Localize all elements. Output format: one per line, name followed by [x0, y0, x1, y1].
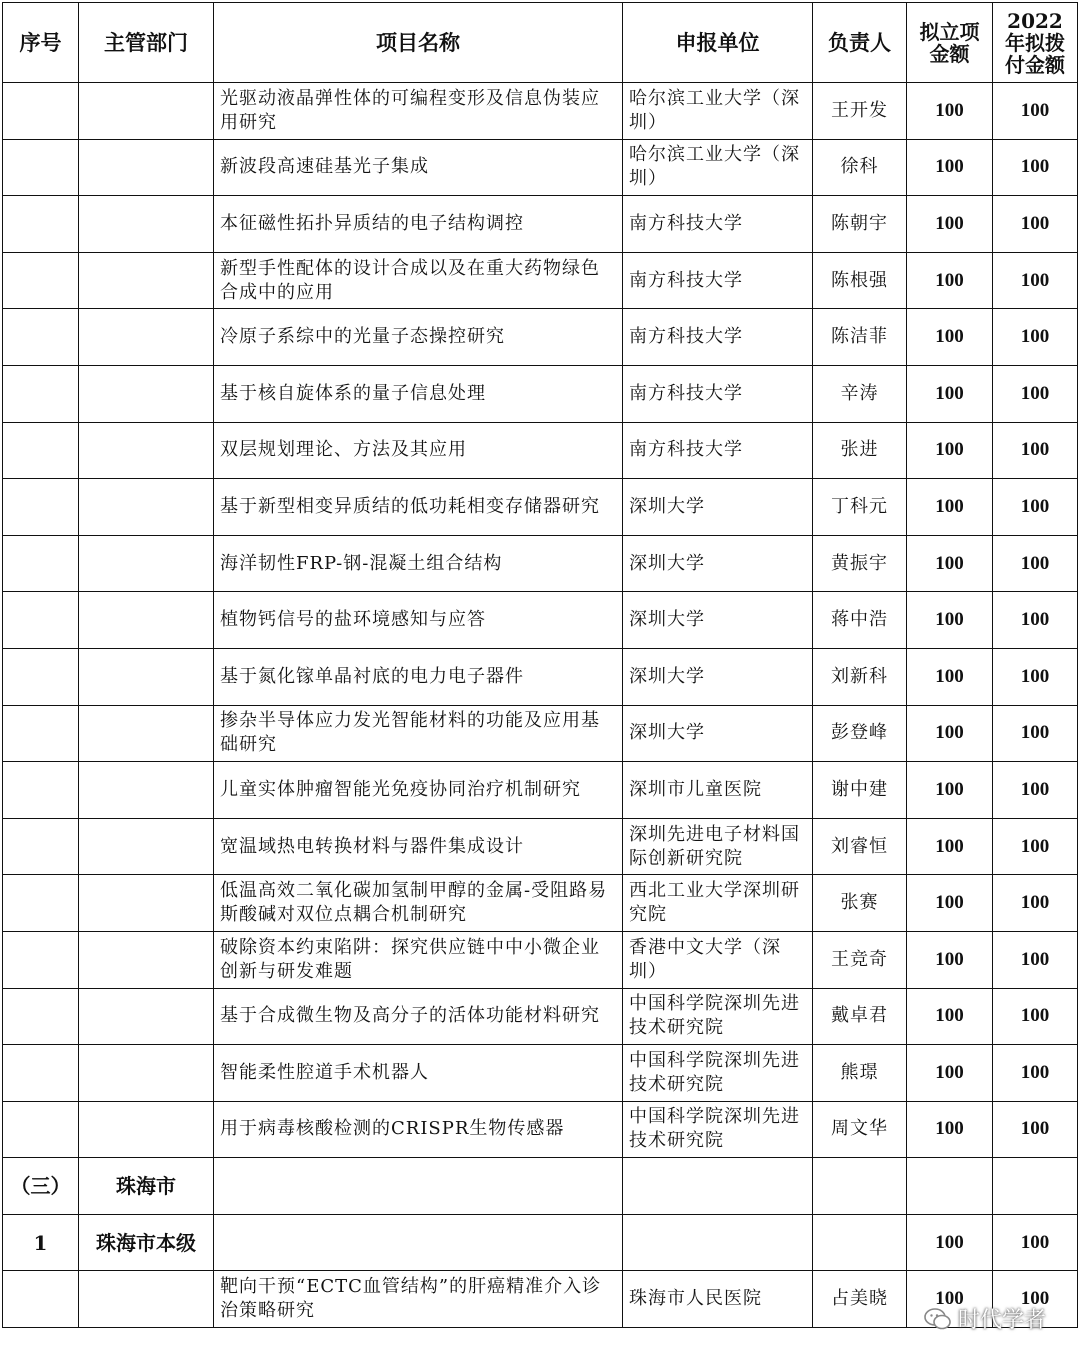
funding-table: [2, 2, 1078, 1328]
cell-dept: [79, 196, 214, 253]
cell-allocated: 100: [993, 762, 1078, 819]
cell-project: [214, 1158, 623, 1215]
table-row: [3, 988, 1078, 1045]
cell-person: [813, 1158, 907, 1215]
cell-seq: [3, 818, 79, 875]
cell-seq: [3, 365, 79, 422]
cell-dept: [79, 875, 214, 932]
cell-allocated: 100: [993, 252, 1078, 309]
cell-unit: 深圳大学: [623, 705, 813, 762]
cell-project: 植物钙信号的盐环境感知与应答: [214, 592, 623, 649]
cell-dept: [79, 479, 214, 536]
cell-person: 张进: [813, 422, 907, 479]
table-row: [3, 535, 1078, 592]
cell-person: 王开发: [813, 83, 907, 140]
cell-project: 新波段高速硅基光子集成: [214, 139, 623, 196]
cell-approved: 100: [907, 592, 993, 649]
cell-approved: 100: [907, 648, 993, 705]
cell-unit: 南方科技大学: [623, 252, 813, 309]
cell-allocated: [993, 1158, 1078, 1215]
cell-allocated: 100: [993, 422, 1078, 479]
cell-person: 戴卓君: [813, 988, 907, 1045]
section-row: [3, 1214, 1078, 1271]
cell-unit: 珠海市人民医院: [623, 1271, 813, 1328]
cell-allocated: 100: [993, 818, 1078, 875]
cell-unit: 哈尔滨工业大学（深圳）: [623, 139, 813, 196]
cell-dept: [79, 1045, 214, 1102]
table-row: [3, 422, 1078, 479]
table-row: [3, 931, 1078, 988]
table-row: [3, 762, 1078, 819]
cell-project: 宽温域热电转换材料与器件集成设计: [214, 818, 623, 875]
cell-approved: 100: [907, 931, 993, 988]
cell-project: 基于新型相变异质结的低功耗相变存储器研究: [214, 479, 623, 536]
cell-person: 丁科元: [813, 479, 907, 536]
cell-project: 低温高效二氧化碳加氢制甲醇的金属-受阻路易斯酸碱对双位点耦合机制研究: [214, 875, 623, 932]
cell-approved: 100: [907, 83, 993, 140]
cell-person: [813, 1214, 907, 1271]
table-row: [3, 365, 1078, 422]
cell-project: 儿童实体肿瘤智能光免疫协同治疗机制研究: [214, 762, 623, 819]
table-row: [3, 83, 1078, 140]
watermark: [924, 1303, 1046, 1334]
header-project: 项目名称: [214, 3, 623, 83]
cell-unit: 深圳大学: [623, 535, 813, 592]
cell-seq: [3, 705, 79, 762]
cell-seq: [3, 139, 79, 196]
cell-approved: 100: [907, 252, 993, 309]
cell-allocated: 100: [993, 875, 1078, 932]
cell-person: 黄振宇: [813, 535, 907, 592]
cell-allocated: 100: [993, 931, 1078, 988]
cell-dept: 珠海市: [79, 1158, 214, 1215]
cell-project: 靶向干预“ECTC血管结构”的肝癌精准介入诊治策略研究: [214, 1271, 623, 1328]
cell-unit: [623, 1158, 813, 1215]
cell-project: 基于合成微生物及高分子的活体功能材料研究: [214, 988, 623, 1045]
cell-seq: 1: [3, 1214, 79, 1271]
cell-approved: 100: [907, 875, 993, 932]
cell-person: 刘睿恒: [813, 818, 907, 875]
cell-dept: [79, 762, 214, 819]
cell-unit: 深圳先进电子材料国际创新研究院: [623, 818, 813, 875]
cell-seq: [3, 422, 79, 479]
cell-allocated: 100: [993, 309, 1078, 366]
table-row: [3, 648, 1078, 705]
cell-dept: [79, 365, 214, 422]
cell-project: 智能柔性腔道手术机器人: [214, 1045, 623, 1102]
cell-project: 破除资本约束陷阱：探究供应链中中小微企业创新与研发难题: [214, 931, 623, 988]
cell-seq: [3, 1271, 79, 1328]
cell-person: 陈朝宇: [813, 196, 907, 253]
cell-project: 光驱动液晶弹性体的可编程变形及信息伪装应用研究: [214, 83, 623, 140]
cell-person: 熊璟: [813, 1045, 907, 1102]
cell-approved: [907, 1158, 993, 1215]
table-row: [3, 818, 1078, 875]
cell-approved: 100: [907, 309, 993, 366]
cell-seq: [3, 1045, 79, 1102]
cell-seq: （三）: [3, 1158, 79, 1215]
cell-unit: 中国科学院深圳先进技术研究院: [623, 988, 813, 1045]
cell-dept: [79, 988, 214, 1045]
cell-person: 徐科: [813, 139, 907, 196]
cell-seq: [3, 535, 79, 592]
table-row: [3, 1045, 1078, 1102]
cell-allocated: 100: [993, 139, 1078, 196]
watermark-text: 时代学者: [957, 1308, 1046, 1333]
cell-person: 王竞奇: [813, 931, 907, 988]
cell-seq: [3, 762, 79, 819]
cell-allocated: 100: [993, 1045, 1078, 1102]
cell-dept: [79, 83, 214, 140]
cell-approved: 100: [907, 1045, 993, 1102]
cell-approved: 100: [907, 705, 993, 762]
header-person: 负责人: [813, 3, 907, 83]
table-row: [3, 139, 1078, 196]
header-unit: 申报单位: [623, 3, 813, 83]
table-row: [3, 196, 1078, 253]
cell-seq: [3, 875, 79, 932]
cell-dept: [79, 1101, 214, 1158]
section-row: [3, 1158, 1078, 1215]
cell-person: 张赛: [813, 875, 907, 932]
wechat-icon: [924, 1308, 952, 1330]
cell-allocated: 100: [993, 705, 1078, 762]
table-row: [3, 592, 1078, 649]
cell-person: 占美晓: [813, 1271, 907, 1328]
cell-unit: 南方科技大学: [623, 309, 813, 366]
cell-person: 谢中建: [813, 762, 907, 819]
cell-person: 陈根强: [813, 252, 907, 309]
cell-unit: 深圳大学: [623, 592, 813, 649]
cell-approved: 100: [907, 988, 993, 1045]
cell-allocated: 100: [993, 365, 1078, 422]
cell-seq: [3, 592, 79, 649]
cell-unit: 中国科学院深圳先进技术研究院: [623, 1045, 813, 1102]
cell-unit: 深圳大学: [623, 648, 813, 705]
cell-seq: [3, 83, 79, 140]
cell-unit: 深圳市儿童医院: [623, 762, 813, 819]
cell-seq: [3, 931, 79, 988]
cell-project: [214, 1214, 623, 1271]
table-row: [3, 252, 1078, 309]
cell-seq: [3, 988, 79, 1045]
cell-allocated: 100: [993, 1101, 1078, 1158]
cell-seq: [3, 479, 79, 536]
cell-allocated: 100: [993, 592, 1078, 649]
cell-seq: [3, 252, 79, 309]
cell-approved: 100: [907, 1101, 993, 1158]
cell-dept: 珠海市本级: [79, 1214, 214, 1271]
cell-project: 用于病毒核酸检测的CRISPR生物传感器: [214, 1101, 623, 1158]
cell-allocated: 100: [993, 83, 1078, 140]
cell-person: 陈洁菲: [813, 309, 907, 366]
cell-project: 新型手性配体的设计合成以及在重大药物绿色合成中的应用: [214, 252, 623, 309]
cell-seq: [3, 648, 79, 705]
cell-allocated: 100: [993, 479, 1078, 536]
cell-person: 辛涛: [813, 365, 907, 422]
table-row: [3, 309, 1078, 366]
cell-person: 刘新科: [813, 648, 907, 705]
cell-dept: [79, 648, 214, 705]
cell-dept: [79, 139, 214, 196]
cell-unit: 南方科技大学: [623, 422, 813, 479]
cell-approved: 100: [907, 762, 993, 819]
cell-seq: [3, 1101, 79, 1158]
cell-allocated: 100: [993, 535, 1078, 592]
cell-allocated: 100: [993, 648, 1078, 705]
cell-unit: 中国科学院深圳先进技术研究院: [623, 1101, 813, 1158]
cell-approved: 100: [907, 1214, 993, 1271]
header-dept: 主管部门: [79, 3, 214, 83]
table-row: [3, 1271, 1078, 1328]
table-row: [3, 1101, 1078, 1158]
cell-person: 彭登峰: [813, 705, 907, 762]
cell-dept: [79, 535, 214, 592]
cell-dept: [79, 592, 214, 649]
table-row: [3, 705, 1078, 762]
cell-approved: 100: [907, 818, 993, 875]
cell-person: 周文华: [813, 1101, 907, 1158]
cell-approved: 100: [907, 196, 993, 253]
cell-approved: 100: [907, 479, 993, 536]
cell-allocated: 100: [993, 196, 1078, 253]
cell-unit: 西北工业大学深圳研究院: [623, 875, 813, 932]
cell-project: 基于核自旋体系的量子信息处理: [214, 365, 623, 422]
cell-project: 双层规划理论、方法及其应用: [214, 422, 623, 479]
header-allocated: 2022年拟拨付金额: [993, 3, 1078, 83]
cell-dept: [79, 705, 214, 762]
cell-seq: [3, 196, 79, 253]
cell-allocated: 100: [993, 1271, 1078, 1328]
cell-person: 蒋中浩: [813, 592, 907, 649]
cell-approved: 100: [907, 139, 993, 196]
cell-dept: [79, 931, 214, 988]
cell-unit: 香港中文大学（深圳）: [623, 931, 813, 988]
cell-approved: 100: [907, 1271, 993, 1328]
header-row: [3, 3, 1078, 83]
cell-approved: 100: [907, 422, 993, 479]
cell-unit: 深圳大学: [623, 479, 813, 536]
cell-project: 掺杂半导体应力发光智能材料的功能及应用基础研究: [214, 705, 623, 762]
cell-seq: [3, 309, 79, 366]
cell-dept: [79, 309, 214, 366]
cell-unit: [623, 1214, 813, 1271]
cell-dept: [79, 252, 214, 309]
cell-project: 基于氮化镓单晶衬底的电力电子器件: [214, 648, 623, 705]
header-seq: 序号: [3, 3, 79, 83]
header-approved: 拟立项金额: [907, 3, 993, 83]
cell-allocated: 100: [993, 988, 1078, 1045]
cell-unit: 南方科技大学: [623, 365, 813, 422]
cell-allocated: 100: [993, 1214, 1078, 1271]
cell-project: 冷原子系综中的光量子态操控研究: [214, 309, 623, 366]
cell-approved: 100: [907, 535, 993, 592]
cell-dept: [79, 818, 214, 875]
cell-unit: 南方科技大学: [623, 196, 813, 253]
cell-project: 本征磁性拓扑异质结的电子结构调控: [214, 196, 623, 253]
table-row: [3, 875, 1078, 932]
cell-dept: [79, 1271, 214, 1328]
table-row: [3, 479, 1078, 536]
cell-approved: 100: [907, 365, 993, 422]
cell-project: 海洋韧性FRP-钢-混凝土组合结构: [214, 535, 623, 592]
cell-unit: 哈尔滨工业大学（深圳）: [623, 83, 813, 140]
cell-dept: [79, 422, 214, 479]
